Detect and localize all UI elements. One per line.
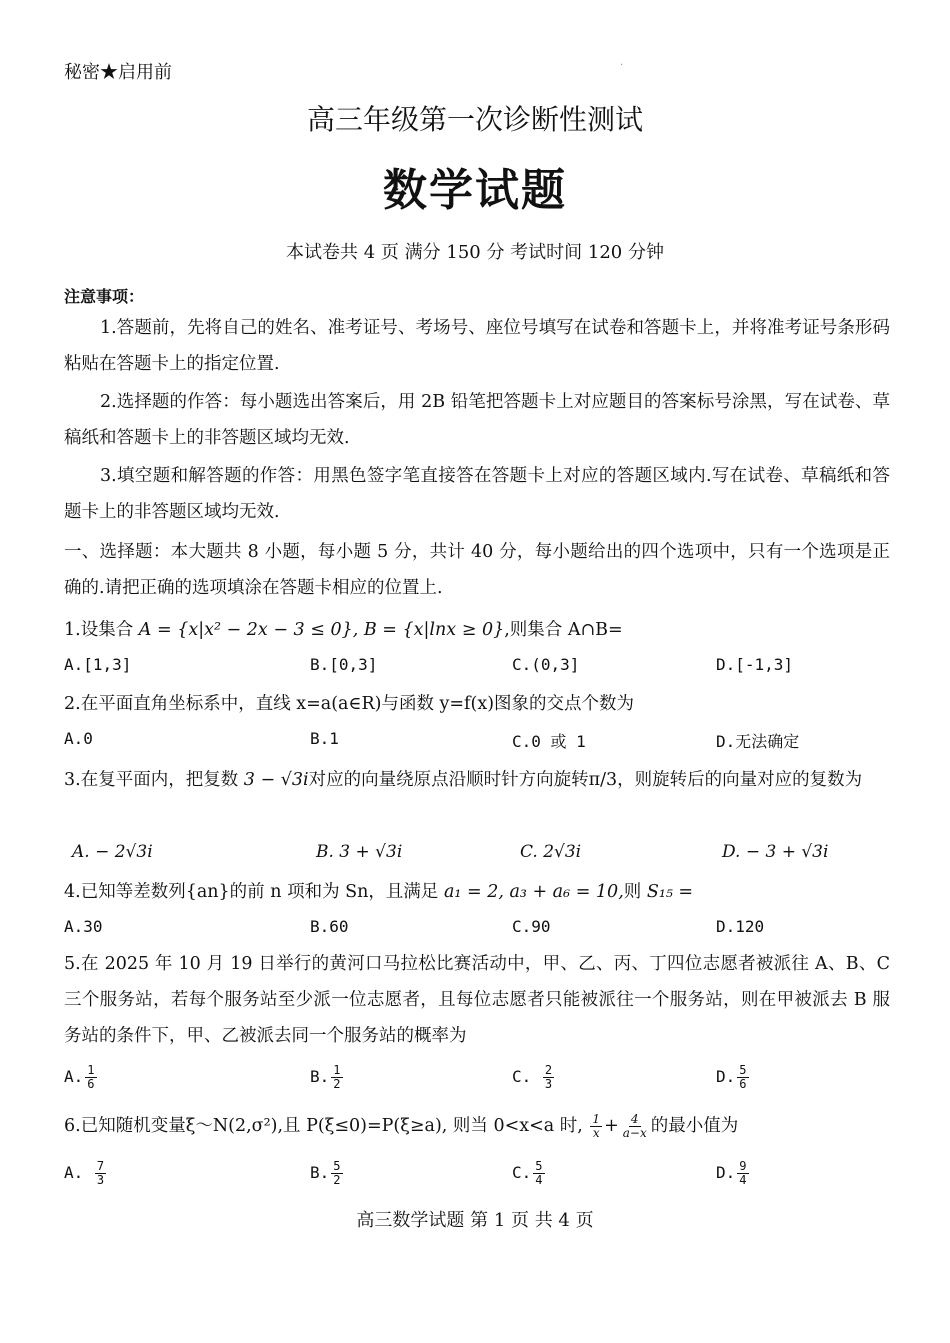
fraction-numerator: 1 — [333, 1063, 341, 1077]
fraction — [590, 1113, 602, 1140]
fraction-numerator: 5 — [739, 1063, 747, 1077]
question-text: 4.已知等差数列{an}的前 n 项和为 Sn，且满足 — [64, 882, 444, 902]
question-6-stem — [64, 1112, 738, 1140]
fraction-denominator: x — [592, 1126, 600, 1140]
fraction-numerator: 9 — [739, 1159, 747, 1173]
option-label: C. — [512, 1067, 532, 1086]
question-2-option-d: D.无法确定 — [716, 732, 800, 751]
notice-item-1: 1.答题前，先将自己的姓名、准考证号、考场号、座位号填写在试卷和答题卡上，并将准考证号条形码粘贴在答题卡上的指定位置. — [64, 318, 890, 374]
option-label: C. — [512, 1163, 532, 1182]
question-math: a₁ = 2, a₃ + a₆ = 10, — [443, 882, 624, 902]
fraction-denominator: 2 — [333, 1077, 341, 1091]
fraction-denominator: 6 — [87, 1077, 95, 1091]
exam-subtitle: 高三年级第一次诊断性测试 — [306, 103, 643, 136]
fraction-denominator: 6 — [739, 1077, 747, 1091]
question-5-option-b — [310, 1064, 345, 1091]
plus-sign: + — [604, 1116, 619, 1136]
fraction-numerator: 2 — [544, 1063, 553, 1077]
question-text: 1.设集合 — [64, 620, 139, 640]
fraction — [621, 1113, 649, 1140]
notice-heading: 注意事项： — [64, 287, 145, 306]
question-5-option-d — [716, 1064, 751, 1091]
notice-item-3: 3.填空题和解答题的作答：用黑色签字笔直接答在答题卡上对应的答题区域内.写在试卷、草稿纸和答题卡上的非答题区域均无效. — [64, 466, 890, 522]
question-text: 的最小值为 — [650, 1116, 739, 1136]
page-footer: 高三数学试题 第 1 页 共 4 页 — [356, 1210, 594, 1231]
exam-title: 数学试题 — [383, 165, 567, 216]
question-4-option-a: A.30 — [64, 917, 103, 936]
fraction — [331, 1064, 342, 1091]
notice-item-2: 2.选择题的作答：每小题选出答案后，用 2B 铅笔把答题卡上对应题目的答案标号涂黑，写在试卷、草稿纸和答题卡上的非答题区域均无效. — [64, 392, 890, 448]
fraction — [543, 1064, 554, 1091]
question-6-option-b — [310, 1160, 345, 1187]
question-4-option-c: C.90 — [512, 917, 551, 936]
question-2-stem: 2.在平面直角坐标系中，直线 x=a(a∈R)与函数 y=f(x)图象的交点个数为 — [64, 694, 635, 714]
question-3-stem — [64, 762, 890, 798]
fraction-denominator: a−x — [622, 1126, 647, 1140]
fraction-denominator: 4 — [535, 1173, 543, 1187]
question-1-stem — [64, 616, 623, 641]
question-4-option-d: D.120 — [716, 917, 765, 936]
question-1-option-b: B.[0,3] — [310, 655, 378, 674]
confidential-mark: 秘密★启用前 — [64, 62, 172, 83]
fraction-denominator: 3 — [544, 1077, 553, 1091]
fraction-denominator: 3 — [96, 1173, 105, 1187]
fraction-numerator: 7 — [96, 1159, 105, 1173]
fraction-denominator: 4 — [739, 1173, 747, 1187]
question-3-option-c: C. 2√3i — [520, 842, 582, 862]
question-6-option-a — [64, 1160, 108, 1187]
fraction — [95, 1160, 106, 1187]
question-1-option-c: C.(0,3] — [512, 655, 580, 674]
question-1-option-a: A.[1,3] — [64, 655, 132, 674]
question-6-option-d — [716, 1160, 751, 1187]
option-label: B. — [310, 1163, 330, 1182]
page-dot: · — [620, 60, 624, 71]
question-text: ,则集合 A∩B= — [504, 620, 623, 640]
question-1-option-d: D.[-1,3] — [716, 655, 794, 674]
question-2-option-c: C.0 或 1 — [512, 732, 586, 751]
fraction — [331, 1160, 342, 1187]
fraction-numerator: 4 — [630, 1112, 639, 1126]
fraction-numerator: 1 — [592, 1112, 601, 1126]
fraction-numerator: 5 — [535, 1159, 543, 1173]
question-2-option-b: B.1 — [310, 729, 339, 748]
option-label: D. — [716, 1163, 736, 1182]
fraction — [737, 1160, 748, 1187]
question-3-option-a: A. − 2√3i — [72, 842, 153, 862]
question-2-option-a: A.0 — [64, 729, 93, 748]
exam-info: 本试卷共 4 页 满分 150 分 考试时间 120 分钟 — [286, 242, 664, 263]
question-math: 3 − √3i — [243, 770, 309, 790]
option-label: D. — [716, 1067, 736, 1086]
question-3-option-b: B. 3 + √3i — [316, 842, 403, 862]
option-label: A. — [64, 1163, 84, 1182]
fraction — [533, 1160, 544, 1187]
option-label: A. — [64, 1067, 84, 1086]
question-5-stem: 5.在 2025 年 10 月 19 日举行的黄河口马拉松比赛活动中，甲、乙、丙、丁四位志愿者被派往 A、B、C 三个服务站，若每个服务站至少派一位志愿者，且每位志愿者只能被派往一个服务站，则在甲被派去 B 服务站的条件下，甲、乙被派去同一个服务站的概率为 — [64, 954, 890, 1046]
question-4-option-b: B.60 — [310, 917, 349, 936]
question-text: 3.在复平面内，把复数 — [64, 770, 244, 790]
question-math: A = {x|x² − 2x − 3 ≤ 0}, B = {x|lnx ≥ 0} — [138, 620, 505, 640]
fraction — [85, 1064, 96, 1091]
question-3-option-d: D. − 3 + √3i — [722, 842, 829, 862]
question-text: 则 — [623, 882, 647, 902]
question-text: 对应的向量绕原点沿顺时针方向旋转π/3，则旋转后的向量对应的复数为 — [308, 770, 863, 790]
question-4-stem — [64, 878, 693, 903]
question-6-option-c — [512, 1160, 547, 1187]
fraction-numerator: 1 — [87, 1063, 95, 1077]
question-text: 6.已知随机变量ξ～N(2,σ²),且 P(ξ≤0)=P(ξ≥a), 则当 0<x<a 时, — [64, 1116, 589, 1136]
question-5-option-a — [64, 1064, 99, 1091]
question-math: S₁₅ = — [646, 882, 694, 902]
option-label: B. — [310, 1067, 330, 1086]
fraction-denominator: 2 — [333, 1173, 341, 1187]
section-1-intro: 一、选择题：本大题共 8 小题，每小题 5 分，共计 40 分，每小题给出的四个选项中，只有一个选项是正确的.请把正确的选项填涂在答题卡相应的位置上. — [64, 542, 890, 598]
fraction — [737, 1064, 748, 1091]
fraction-numerator: 5 — [333, 1159, 341, 1173]
question-5-option-c — [512, 1064, 556, 1091]
